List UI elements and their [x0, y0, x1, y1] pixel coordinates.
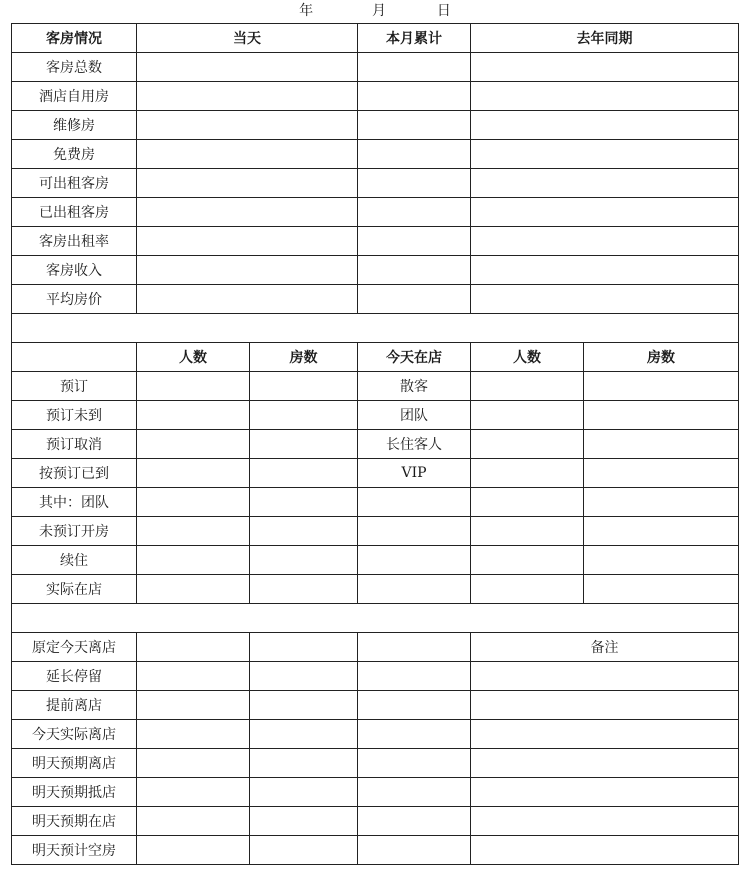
month-total-cell[interactable]	[358, 169, 471, 198]
row-label: 预订	[12, 372, 137, 401]
persons-cell[interactable]	[137, 488, 250, 517]
departure-row	[12, 720, 739, 749]
last-year-cell[interactable]	[471, 227, 739, 256]
value-cell-3[interactable]	[358, 836, 471, 865]
header-rooms-2: 房数	[584, 343, 739, 372]
value-cell-1[interactable]	[137, 807, 250, 836]
room-status-header-row	[12, 24, 739, 53]
value-cell-2[interactable]	[250, 720, 358, 749]
today-cell[interactable]	[137, 198, 358, 227]
persons-cell[interactable]	[137, 401, 250, 430]
rooms-cell[interactable]	[250, 517, 358, 546]
value-cell-1[interactable]	[137, 720, 250, 749]
rooms-cell-2[interactable]	[584, 372, 739, 401]
section-gap-row	[12, 314, 739, 343]
rooms-cell-2[interactable]	[584, 488, 739, 517]
departure-row	[12, 807, 739, 836]
row-label: 明天预期在店	[12, 807, 137, 836]
reservation-row	[12, 575, 739, 604]
value-cell-3[interactable]	[358, 720, 471, 749]
section-gap-row	[12, 604, 739, 633]
row-label: 今天实际离店	[12, 720, 137, 749]
last-year-cell[interactable]	[471, 140, 739, 169]
row-label: 明天预计空房	[12, 836, 137, 865]
rooms-cell-2[interactable]	[584, 430, 739, 459]
month-total-cell[interactable]	[358, 111, 471, 140]
row-label: 预订取消	[12, 430, 137, 459]
departure-row	[12, 778, 739, 807]
today-cell[interactable]	[137, 285, 358, 314]
month-total-cell[interactable]	[358, 140, 471, 169]
month-total-cell[interactable]	[358, 82, 471, 111]
remarks-cell[interactable]	[471, 691, 739, 720]
month-total-cell[interactable]	[358, 227, 471, 256]
persons-cell-2[interactable]	[471, 575, 584, 604]
rooms-cell[interactable]	[250, 575, 358, 604]
value-cell-3[interactable]	[358, 662, 471, 691]
departure-row	[12, 691, 739, 720]
departure-row	[12, 633, 739, 662]
room-status-row	[12, 111, 739, 140]
row-label: 客房收入	[12, 256, 137, 285]
value-cell-2[interactable]	[250, 633, 358, 662]
room-status-row	[12, 198, 739, 227]
reservation-row	[12, 488, 739, 517]
month-label: 月	[372, 3, 386, 19]
reservation-row	[12, 401, 739, 430]
row-label: 原定今天离店	[12, 633, 137, 662]
today-cell[interactable]	[137, 53, 358, 82]
rooms-cell[interactable]	[250, 546, 358, 575]
header-rooms: 房数	[250, 343, 358, 372]
day-label: 日	[436, 3, 451, 19]
remarks-cell[interactable]	[471, 749, 739, 778]
remarks-cell[interactable]	[471, 662, 739, 691]
persons-cell[interactable]	[137, 459, 250, 488]
section-gap	[12, 314, 739, 343]
persons-cell-2[interactable]	[471, 372, 584, 401]
remarks-cell[interactable]	[471, 778, 739, 807]
rooms-cell[interactable]	[250, 372, 358, 401]
room-status-row	[12, 82, 739, 111]
persons-cell-2[interactable]	[471, 546, 584, 575]
departure-row	[12, 836, 739, 865]
reservation-row	[12, 517, 739, 546]
value-cell-1[interactable]	[137, 691, 250, 720]
last-year-cell[interactable]	[471, 53, 739, 82]
rooms-cell[interactable]	[250, 401, 358, 430]
persons-cell[interactable]	[137, 546, 250, 575]
persons-cell-2[interactable]	[471, 401, 584, 430]
rooms-cell-2[interactable]	[584, 517, 739, 546]
persons-cell-2[interactable]	[471, 488, 584, 517]
value-cell-3[interactable]	[358, 778, 471, 807]
header-persons: 人数	[137, 343, 250, 372]
last-year-cell[interactable]	[471, 82, 739, 111]
rooms-cell[interactable]	[250, 459, 358, 488]
row-label: 可出租客房	[12, 169, 137, 198]
value-cell-2[interactable]	[250, 662, 358, 691]
value-cell-3[interactable]	[358, 691, 471, 720]
year-label: 年	[299, 3, 314, 19]
date-line	[0, 1, 750, 21]
room-status-row	[12, 53, 739, 82]
value-cell-3[interactable]	[358, 749, 471, 778]
header-last-year: 去年同期	[471, 24, 739, 53]
room-status-row	[12, 227, 739, 256]
reservation-header-row	[12, 343, 739, 372]
value-cell-1[interactable]	[137, 778, 250, 807]
row-label: 续住	[12, 546, 137, 575]
persons-cell[interactable]	[137, 372, 250, 401]
last-year-cell[interactable]	[471, 256, 739, 285]
reservation-row	[12, 372, 739, 401]
value-cell-1[interactable]	[137, 836, 250, 865]
persons-cell-2[interactable]	[471, 459, 584, 488]
row-label: 实际在店	[12, 575, 137, 604]
guest-type-label: 长住客人	[358, 430, 471, 459]
header-persons-2: 人数	[471, 343, 584, 372]
guest-type-cell[interactable]	[358, 488, 471, 517]
room-status-row	[12, 140, 739, 169]
departure-row	[12, 749, 739, 778]
today-cell[interactable]	[137, 227, 358, 256]
value-cell-1[interactable]	[137, 749, 250, 778]
value-cell-2[interactable]	[250, 778, 358, 807]
persons-cell-2[interactable]	[471, 517, 584, 546]
row-label: 提前离店	[12, 691, 137, 720]
guest-type-cell[interactable]	[358, 517, 471, 546]
reservation-row	[12, 430, 739, 459]
header-month-total: 本月累计	[358, 24, 471, 53]
row-label: 未预订开房	[12, 517, 137, 546]
value-cell-2[interactable]	[250, 749, 358, 778]
value-cell-3[interactable]	[358, 633, 471, 662]
rooms-cell-2[interactable]	[584, 459, 739, 488]
row-label: 按预订已到	[12, 459, 137, 488]
row-label: 其中：团队	[12, 488, 137, 517]
value-cell-3[interactable]	[358, 807, 471, 836]
room-status-row	[12, 169, 739, 198]
row-label: 客房总数	[12, 53, 137, 82]
today-cell[interactable]	[137, 169, 358, 198]
guest-type-label: 团队	[358, 401, 471, 430]
value-cell-2[interactable]	[250, 807, 358, 836]
value-cell-2[interactable]	[250, 836, 358, 865]
value-cell-1[interactable]	[137, 633, 250, 662]
persons-cell[interactable]	[137, 575, 250, 604]
month-total-cell[interactable]	[358, 198, 471, 227]
last-year-cell[interactable]	[471, 169, 739, 198]
today-cell[interactable]	[137, 256, 358, 285]
month-total-cell[interactable]	[358, 285, 471, 314]
persons-cell[interactable]	[137, 430, 250, 459]
month-total-cell[interactable]	[358, 256, 471, 285]
row-label: 维修房	[12, 111, 137, 140]
last-year-cell[interactable]	[471, 111, 739, 140]
month-total-cell[interactable]	[358, 53, 471, 82]
departure-row	[12, 662, 739, 691]
row-label: 明天预期离店	[12, 749, 137, 778]
room-status-row	[12, 256, 739, 285]
today-cell[interactable]	[137, 140, 358, 169]
today-cell[interactable]	[137, 82, 358, 111]
row-label: 预订未到	[12, 401, 137, 430]
rooms-cell-2[interactable]	[584, 546, 739, 575]
reservation-row	[12, 546, 739, 575]
row-label: 客房出租率	[12, 227, 137, 256]
row-label: 延长停留	[12, 662, 137, 691]
row-label: 已出租客房	[12, 198, 137, 227]
guest-type-label: VIP	[358, 459, 471, 488]
rooms-cell-2[interactable]	[584, 575, 739, 604]
row-label: 免费房	[12, 140, 137, 169]
value-cell-2[interactable]	[250, 691, 358, 720]
room-status-row	[12, 285, 739, 314]
header-blank	[12, 343, 137, 372]
guest-type-cell[interactable]	[358, 546, 471, 575]
header-today: 当天	[137, 24, 358, 53]
persons-cell[interactable]	[137, 517, 250, 546]
rooms-cell[interactable]	[250, 488, 358, 517]
row-label: 平均房价	[12, 285, 137, 314]
guest-type-cell[interactable]	[358, 575, 471, 604]
row-label: 明天预期抵店	[12, 778, 137, 807]
header-in-house-today: 今天在店	[358, 343, 471, 372]
rooms-cell[interactable]	[250, 430, 358, 459]
remarks-cell[interactable]	[471, 836, 739, 865]
today-cell[interactable]	[137, 111, 358, 140]
rooms-cell-2[interactable]	[584, 401, 739, 430]
remarks-cell[interactable]	[471, 720, 739, 749]
remarks-label: 备注	[471, 633, 739, 662]
row-label: 酒店自用房	[12, 82, 137, 111]
reservation-row	[12, 459, 739, 488]
last-year-cell[interactable]	[471, 198, 739, 227]
value-cell-1[interactable]	[137, 662, 250, 691]
persons-cell-2[interactable]	[471, 430, 584, 459]
header-room-status: 客房情况	[12, 24, 137, 53]
section-gap	[12, 604, 739, 633]
last-year-cell[interactable]	[471, 285, 739, 314]
remarks-cell[interactable]	[471, 807, 739, 836]
room-report-table	[11, 23, 739, 865]
guest-type-label: 散客	[358, 372, 471, 401]
